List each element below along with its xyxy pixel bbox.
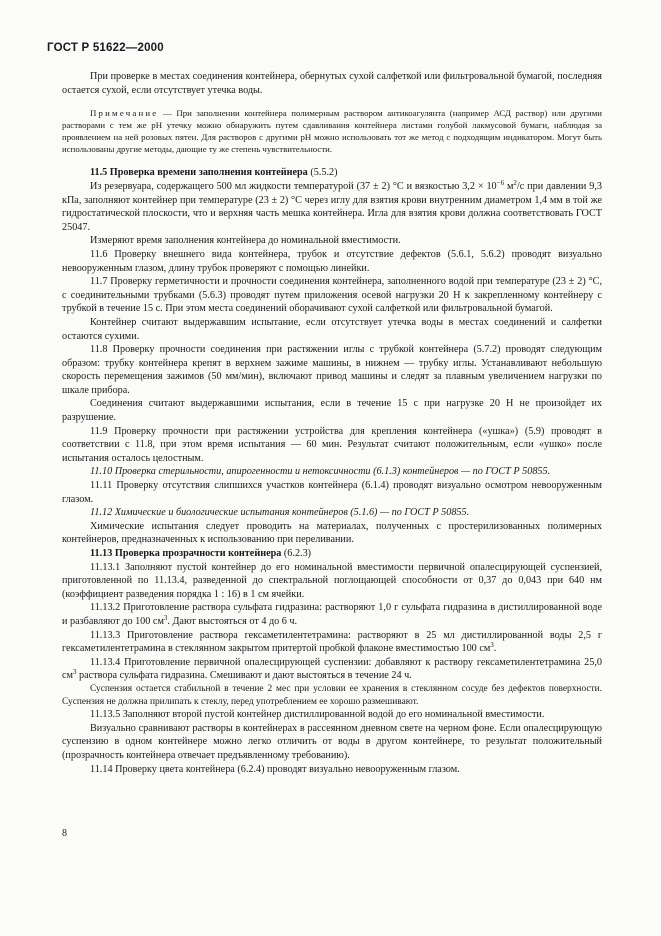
section-11-5-text: [62, 180, 602, 234]
section-11-5-sup-square: 2: [513, 178, 517, 187]
section-11-13-1: 11.13.1 Заполняют пустой контейнер до его номинальной вместимости первичной опалесцирующей суспензией, приготовленной по 11.13.4, разведенной до спектральной поглощающей способности от 0,37 до 0,043 при 640 нм (коэффициент разведения порядка 1 : 16) в 1 см ячейки.: [62, 561, 602, 600]
section-11-5-heading: [62, 166, 602, 180]
section-11-13-4: [62, 656, 602, 683]
section-11-13-3-sup: 3: [490, 641, 494, 650]
section-11-13-2: [62, 601, 602, 628]
section-11-13-title: 11.13 Проверка прозрачности контейнера: [90, 548, 282, 559]
section-11-7-result: Контейнер считают выдержавшим испытание, если отсутствует утечка воды в местах соединений и салфетки остаются сухими.: [62, 316, 602, 342]
section-11-11: 11.11 Проверку отсутствия слипшихся участков контейнера (6.1.4) проводят визуально осмотром невооруженным глазом.: [62, 480, 602, 505]
section-11-13-4-a: 11.13.4 Приготовление первичной опалесцирующей суспензии: добавляют к раствору гексаметилентетрамина 25,0 см: [62, 656, 602, 682]
section-11-8-result: Соединения считают выдержавшими испытания, если в течение 15 с при нагрузке 20 Н не произойдет их разрушение.: [62, 398, 602, 424]
section-11-13-2-a: 11.13.2 Приготовление раствора сульфата гидразина: растворяют 1,0 г сульфата гидразина в дистиллированной воде и разбавляют до 100 см: [62, 602, 602, 627]
section-11-13-4-sup: 3: [72, 668, 77, 677]
section-11-13-4-stability: Суспензия остается стабильной в течение 2 мес при условии ее хранения в стеклянном сосуде без дефектов поверхности. Суспензия не должна прилипать к стеклу, перед употреблением ее хорошо размешивают.: [62, 683, 602, 707]
section-11-13-ref: (6.2.3): [281, 548, 312, 559]
section-11-7: 11.7 Проверку герметичности и прочности соединения контейнера, заполненного водой при температуре (23 ± 2) °С, с соединительными трубками (5.6.3) проводят путем приложения осевой нагрузки 20 Н к закрепленному контейнеру с трубкой в течение 15 с. При этом места соединений оборачивают сухой салфеткой или фильтровальной бумагой.: [62, 276, 602, 315]
section-11-5-text-b: м: [504, 180, 514, 192]
section-11-6: 11.6 Проверку внешнего вида контейнера, трубок и отсутствие дефектов (5.6.1, 5.6.2) проводят визуально невооруженным глазом, длину трубок проверяют с помощью линейки.: [62, 248, 602, 274]
section-11-13-4-b: раствора сульфата гидразина. Смешивают и дают выстояться в течение 24 ч.: [76, 670, 412, 682]
section-11-13-3: [62, 629, 602, 656]
paragraph-wrap-check: При проверке в местах соединения контейнера, обернутых сухой салфеткой или фильтровальной бумагой, последняя остается сухой, если отсутствует утечка воды.: [62, 71, 602, 96]
section-11-14: 11.14 Проверку цвета контейнера (6.2.4) проводят визуально невооруженным глазом.: [90, 763, 460, 775]
section-11-8: 11.8 Проверку прочности соединения при растяжении иглы с трубкой контейнера (5.7.2) проводят следующим образом: трубку контейнера крепят в верхнем зажиме машины, в нижнем — трубку иглы. Устанавливают небольшую скорость перемещения зажимов (50 мм/мин), включают привод машины и следят за плавным увеличением нагрузки по шкале прибора.: [62, 344, 602, 396]
section-11-5-sup-exponent: −6: [496, 178, 505, 187]
section-11-13-2-b: . Дают выстояться от 4 до 6 ч.: [167, 615, 298, 627]
page-number: 8: [62, 828, 67, 839]
note: [62, 108, 602, 155]
document-body: [62, 70, 602, 776]
section-11-5-ref: (5.5.2): [307, 167, 338, 179]
section-11-13-5-compare: Визуально сравнивают растворы в контейнерах в рассеянном дневном свете на черном фоне. Если опалесцирующую суспензию в одном контейнере можно легко отличить от воды в другом контейнере, то результат положительный (прозрачность контейнера отвечает предъявленному требованию).: [62, 722, 602, 761]
section-11-5-title: 11.5 Проверка времени заполнения контейнера: [90, 167, 308, 179]
section-11-13-3-b: .: [493, 643, 497, 655]
section-11-10: 11.10 Проверка стерильности, апирогенности и нетоксичности (6.1.3) контейнеров — по ГОСТ Р 50855.: [90, 466, 551, 478]
section-11-5-measure: Измеряют время заполнения контейнера до номинальной вместимости.: [90, 235, 401, 247]
note-text: — При заполнении контейнера полимерным раствором антикоагулянта (например АСД раствор) или другими растворами с тем же pH утечку можно обнаружить путем сдавливания контейнера листами голубой лакмусовой бумаги, наблюдая за проявлением на ней розовых пятен. Для растворов с другими pH можно использовать тот же метод с подходящим индикатором. Могут быть использованы другие методы, дающие ту же степень чувствительности.: [62, 108, 602, 154]
note-label: Примечание: [90, 108, 159, 119]
section-11-13-2-sup: 3: [163, 613, 168, 622]
section-11-13-heading: [62, 547, 602, 561]
section-11-13-3-a: 11.13.3 Приготовление раствора гексаметилентетрамина: растворяют в 25 мл дистиллированной воды 2,5 г гексаметилентетрамина в стеклянном закрытом притертой пробкой флаконе вместимостью 100 см: [62, 629, 602, 655]
section-11-9: 11.9 Проверку прочности при растяжении устройства для крепления контейнера («ушка») (5.9) проводят в соответствии с 11.8, при этом время испытания — 60 мин. Результат считают положительным, если «ушко» после испытания осталось целостным.: [62, 425, 602, 464]
section-11-5-text-c: /с при давлении 9,3 кПа, заполняют контейнер при температуре (23 ± 2) °С через иглу для взятия крови внутренним диаметром 1,4 мм в той же гидростатической плоскости, что и верхняя часть мешка контейнера. Игла для взятия крови должна соответствовать ГОСТ 25047.: [62, 180, 602, 233]
section-11-13-5: 11.13.5 Заполняют второй пустой контейнер дистиллированной водой до его номинальной вместимости.: [90, 709, 545, 721]
section-11-5-text-a: Из резервуара, содержащего 500 мл жидкости температурой (37 ± 2) °С и вязкостью 3,2 × 10: [90, 180, 497, 192]
document-header: ГОСТ Р 51622—2000: [47, 42, 164, 54]
section-11-12: 11.12 Химические и биологические испытания контейнеров (5.1.6) — по ГОСТ Р 50855.: [90, 507, 470, 519]
section-11-12-text: Химические испытания следует проводить на материалах, полученных с простерилизованных полимерных контейнеров, предназначенных к использованию при переливании.: [62, 520, 602, 546]
